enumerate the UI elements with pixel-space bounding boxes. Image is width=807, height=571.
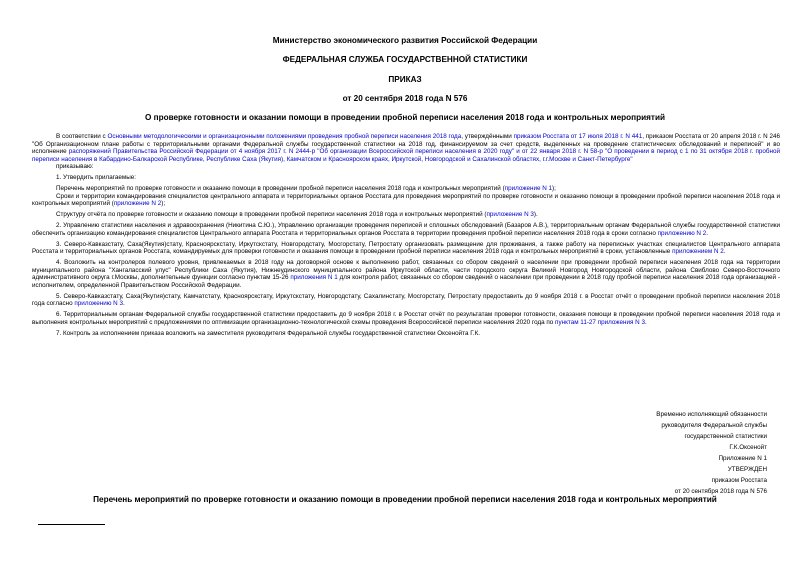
- item-5-appendix-link[interactable]: приложению N 3: [74, 300, 123, 307]
- footnote-divider: [38, 524, 105, 525]
- signature-name: Г.К.Оксенойт: [729, 443, 767, 451]
- preamble-paragraph: В соответствии с Основными методологическими и организационными положениями проведения пробной переписи населения 2018 года, утверждёнными приказом Росстата от 17 июля 2018 г. N 441, приказом Росстата от 20 апреля 2018 г. N 246 "Об Организационном плане работы с территориальными органами Федеральной службы государственной статистики на 2018 год, финансируемом за счет средств, выделенных на проведение статистических обследований и переписей" и во исполнение распоряжений Правительства Российской Федерации от 4 ноября 2017 г. N 2444-р "Об организации Всероссийской переписи населения в 2020 году" и от 22 января 2018 г. N 58-р "О проведении в период с 1 по 31 октября 2018 г. пробной переписи населения в Кабардино-Балкарской Республике, Республике Саха (Якутия), Камчатском и Красноярском краях, Иркутской, Новгородской и Сахалинской областях, г.г.Москве и Санкт-Петербурге": [32, 133, 780, 163]
- doc-title-heading: О проверке готовности и оказании помощи в проведении пробной переписи населения 2018 года и контрольных мероприятий: [144, 113, 666, 122]
- doc-type-heading: ПРИКАЗ: [388, 75, 422, 84]
- item-7: 7. Контроль за исполнением приказа возложить на заместителя руководителя Федеральной службы государственной статистики Оксенойта Г.К.: [56, 329, 480, 337]
- appendix-date: от 20 сентября 2018 года N 576: [674, 487, 767, 495]
- appendix-2-link[interactable]: приложение N 2: [113, 200, 162, 207]
- item-5: 5. Северо-Кавказстату, Саха(Якутия)стату, Камчатстату, Красноярскстату, Иркутскстату, Новгородстату, Сахалинстату, Мосгорстату, Петростату предоставить до 9 ноября 2018 г. в Росстат отчёт о проведении пробной переписи населения 2018 года согласно приложению N 3.: [32, 292, 780, 307]
- appendix-1-link[interactable]: приложение N 1: [504, 185, 553, 192]
- signature-line-1: Временно исполняющий обязанности: [656, 411, 767, 418]
- item-3-appendix-link[interactable]: приложением N 2: [672, 248, 724, 255]
- item-4: 4. Возложить на контролеров полевого уровня, привлекаемых в 2018 году на договорной основе к выполнению работ, связанных со сбором сведений о населении при проведении пробной переписи населения 2018 года на территории муниципального района "Хангаласский улус" Республики Саха (Якутия), Нижнеудинского муниципального района Иркутской области, части городского округа Великий Новгород Новгородской области, района Свиблово Северо-Восточного административного округа г.Москвы, дополнительные функции согласно пунктам 15-26 приложения N 1 для контроля работ, связанных со сбором сведений о населении при проведении в 2018 году пробной переписи населения 2018 года организацией - исполнителем, определенной Правительством Российской Федерации.: [32, 259, 780, 289]
- item-1b: Сроки и территории командирования специалистов центрального аппарата и территориальных органов Росстата для проведения мероприятий по проверке готовности и оказанию помощи в проведении пробной переписи населения 2018 года и контрольных мероприятий (приложение N 2);: [32, 192, 780, 207]
- item-6-appendix-link[interactable]: приложения N 3: [597, 318, 645, 326]
- ministry-heading: Министерство экономического развития Российской Федерации: [272, 36, 538, 45]
- government-orders-link[interactable]: распоряжений Правительства Российской Федерации от 4 ноября 2017 г. N 2444-р "Об организации Всероссийской переписи населения в 2020 году" и от 22 января 2018 г. N 58-р "О проведении в период с 1 по 31 октября 2018 г. пробной переписи населения в Кабардино-Балкарской Республике, Республике Саха (Якутия), Камчатском и Красноярском краях, Иркутской, Новгородской и Сахалинской областях, г.г.Москве и Санкт-Петербурге": [32, 148, 780, 163]
- appendix-approval-block: [675, 454, 767, 498]
- methodology-link[interactable]: Основными методологическими и организационными положениями проведения пробной переписи населения 2018 года: [107, 133, 462, 140]
- document-body: [32, 133, 780, 337]
- order-verb: приказываю:: [56, 163, 94, 170]
- item-2: 2. Управлению статистики населения и здравоохранения (Никитина С.Ю.), Управлению организации проведения переписей и сплошных обследований (Базаров А.В.), территориальным органам Федеральной службы государственной статистики обеспечить организацию командирования специалистов Центрального аппарата Росстата и территориальных органов Росстата в территории проведения пробной переписи населения 2018 года в сроки согласно приложению N 2.: [32, 222, 780, 237]
- appendix-number: Приложение N 1: [718, 455, 767, 462]
- appendix-approved: УТВЕРЖДЕН: [727, 465, 767, 473]
- item-6: 6. Территориальным органам Федеральной службы государственной статистики предоставить до 9 ноября 2018 г. в Росстат отчёт по результатам проверки готовности, оказания помощи в проведении пробной переписи населения 2018 года и выполнения контрольных мероприятий с предложениями по оптимизации организационно-технологической схемы проведения Всероссийской переписи населения 2020 года по пунктам 11-27 приложения N 3.: [32, 311, 780, 326]
- signature-line-3: государственной статистики: [684, 432, 767, 440]
- signature-block: [656, 410, 767, 454]
- item-4-appendix-link[interactable]: приложения N 1: [290, 274, 338, 281]
- item-3: 3. Северо-Кавказстату, Саха(Якутия)стату, Красноярскстату, Иркутскстату, Новгородстату, Мосгорстату, Петростату организовать размещение для проживания, а также работу на переписных участках специалистов Центрального аппарата Росстата и территориальных органов Росстата, командируемых для проверки готовности и оказания помощи в проведении пробной переписи населения 2018 года и контрольных мероприятий в сроки, установленные приложением N 2.: [32, 240, 780, 255]
- doc-date-heading: от 20 сентября 2018 года N 576: [342, 94, 468, 103]
- item-1a: Перечень мероприятий по проверке готовности и оказанию помощи в проведении пробной переписи населения 2018 года и контрольных мероприятий (приложение N 1);: [56, 185, 556, 192]
- item-6-points-link[interactable]: пунктам 11-27: [555, 318, 596, 326]
- item-1: 1. Утвердить прилагаемые:: [56, 174, 136, 181]
- service-heading: ФЕДЕРАЛЬНАЯ СЛУЖБА ГОСУДАРСТВЕННОЙ СТАТИСТИКИ: [282, 55, 528, 64]
- order-441-link[interactable]: приказом Росстата от 17 июля 2018 г. N 441: [513, 133, 643, 140]
- appendix-title: Перечень мероприятий по проверке готовности и оказанию помощи в проведении пробной переписи населения 2018 года и контрольных мероприятий: [93, 495, 717, 504]
- item-2-appendix-link[interactable]: приложению N 2: [657, 229, 707, 237]
- appendix-3-link[interactable]: приложение N 3: [486, 211, 534, 218]
- item-1c: Структуру отчёта по проверке готовности и оказанию помощи в проведении пробной переписи населения 2018 года и контрольных мероприятий (приложение N 3).: [56, 211, 538, 218]
- signature-line-2: руководителя Федеральной службы: [661, 421, 767, 429]
- appendix-by-order: приказом Росстата: [711, 476, 767, 484]
